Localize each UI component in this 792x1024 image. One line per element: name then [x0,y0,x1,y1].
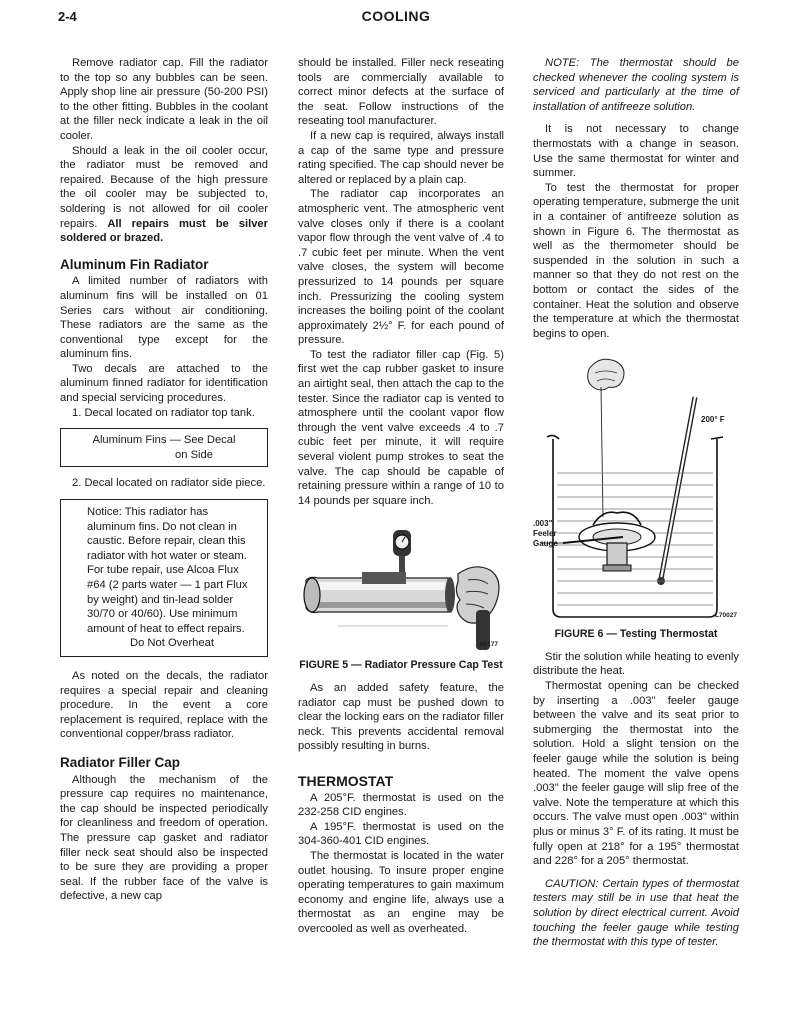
aluminum-fin-intro-paragraph: A limited number of radiators with aluminum fins will be installed on 01 Series cars without air conditioning. These radiators are the same as the conventional type except for the aluminum fins. [60,275,268,361]
figure-5-pressure-cap-test [298,522,504,654]
thermostat-test-illustration [533,347,739,623]
thermostat-195-paragraph: A 195°F. thermostat is used on the 304-360-401 CID engines. [298,820,504,848]
column-left [60,56,268,904]
do-not-overheat-text: Do Not Overheat [130,637,214,650]
oil-cooler-repair-text: Should a leak in the oil cooler occur, the radiator must be removed and repaired. Because of the high pressure the oil cooler may be subjected to, soldering is not allowed for oil cooler repairs. [60,144,268,230]
decal-top-tank-line1: Aluminum Fins — See Decal [92,434,236,447]
reseating-paragraph: should be installed. Filler neck reseating tools are commercially available to correct minor defects at the surface of the seat. Follow instructions of the reseating tool manufacturer. [298,57,504,128]
feeler-gauge-word-1: Feeler [533,529,557,539]
decal-side-notice-box [60,499,268,657]
seasonal-thermostat-paragraph: It is not necessary to change thermostats with a change in season. Use the same thermostat for winter and summer. [533,123,739,180]
feeler-gauge-check-paragraph: Thermostat opening can be checked by inserting a .003" feeler gauge between the valve and its seat prior to submerging the thermostat into the solution. Hold a slight tension on the feeler gauge while the solution is being heated. The moment the valve opens .003" the feeler gauge will slip free of the valve. Note the temperature at which this occurs. The valve must open .003" within plus or minus 3° F. of its rating. It must be fully open at 218° for a 195° thermostat and 228° for a 205° thermostat. [533,680,739,868]
column-right [533,56,739,950]
feeler-gauge-word-2: Gauge [533,539,558,549]
figure-6-caption: FIGURE 6 — Testing Thermostat [554,628,718,641]
decal-side-notice-text: Notice: This radiator has aluminum fins. Do not clean in caustic. Before repair, clean this radiator with hot water or steam. For tube repair, use Alcoa Flux #64 (2 parts water — 1 part Flux by weight) and tin-lead solder 30/70 or 40/60). Use minimum amount of heat to effect repairs. [87,506,248,635]
thermostat-location-paragraph: The thermostat is located in the water outlet housing. To insure proper engine operating temperatures to gain maximum economy and engine life, always use a thermostat as an engine may be overcooled as well as overheated. [298,849,504,935]
oil-cooler-repair-paragraph [60,144,268,246]
figure-5-id: 66177 [479,640,498,648]
decal-top-tank-line2: on Side [175,448,213,461]
heading-aluminum-fin-radiator: Aluminum Fin Radiator [60,256,209,272]
thermostat-test-paragraph: To test the thermostat for proper operating temperature, submerge the unit in a container of antifreeze solution as shown in Figure 6. The thermostat as well as the thermometer should be suspended in the solution in such a manner so that they do not rest on the bottom or contact the sides of the container. Heat the solution and observe the temperature at which the thermostat begins to open. [533,181,739,340]
safety-feature-paragraph: As an added safety feature, the radiator cap must be pushed down to clear the locking ears on the radiator filler neck. This prevents accidental removal possibly resulting in burns. [298,682,504,753]
filler-cap-paragraph: Although the mechanism of the pressure cap requires no maintenance, the cap should be inspected periodically for cleanliness and freedom of operation. The pressure cap gasket and radiator filler neck seat should also be inspected to be sure they are providing a proper seal. If the rubber face of the valve is defective, a new cap [60,773,268,903]
decal-2-location: 2. Decal located on radiator side piece. [72,477,266,490]
oil-cooler-test-paragraph: Remove radiator cap. Fill the radiator to the top so any bubbles can be seen. Apply shop line air pressure (50-200 PSI) to the other fitting. Bubbles in the coolant at the filler neck indicate a leak in the oil cooler. [60,57,268,142]
thermostat-205-paragraph: A 205°F. thermostat is used on the 232-258 CID engines. [298,791,504,819]
figure-6-testing-thermostat [533,347,739,623]
cap-test-paragraph: To test the radiator filler cap (Fig. 5) first wet the cap rubber gasket to insure an airtight seal, then attach the cap to the tester. Since the radiator cap is vented to atmosphere until the coolant vapor flow through the vent valve exceeds .4 to .7 cubic feet per minute, it will require several violent pump strokes to seat the valve. The cap should be capable of retaining pressure within a range of 10 to 14 pounds per square inch. [298,348,504,507]
silver-solder-warning: All repairs must be silver soldered or brazed. [60,217,268,245]
atmospheric-vent-paragraph: The radiator cap incorporates an atmospheric vent. The atmospheric vent valve closes only if there is a coolant vapor flow through the vent valve of .4 to .7 cubic feet per minute. When the vent valve closes, the system will become pressurized to 14 pounds per square inch. Pressurizing the cooling system increases the boiling point of the coolant approximately 2½° F. for each pound of pressure. [298,188,504,347]
pressure-tester-illustration [298,522,504,654]
decals-paragraph: Two decals are attached to the aluminum finned radiator for identification and special servicing procedures. [60,362,268,405]
section-title: COOLING [361,8,431,24]
figure-5-caption: FIGURE 5 — Radiator Pressure Cap Test [299,659,503,672]
stir-solution-paragraph: Stir the solution while heating to evenly distribute the heat. [533,650,739,678]
repair-procedure-paragraph: As noted on the decals, the radiator requires a special repair and cleaning procedure. In the event a core replacement is required, replace with the conventional copper/brass radiator. [60,669,268,741]
heading-thermostat: THERMOSTAT [298,772,394,789]
figure-6-id: L70027 [714,611,737,619]
fig-6-feeler-gauge-label [533,519,558,549]
page-number: 2-4 [58,9,77,24]
feeler-gauge-size: .003" [533,519,553,529]
heading-radiator-filler-cap: Radiator Filler Cap [60,754,181,770]
caution-paragraph: CAUTION: Certain types of thermostat testers may still be in use that heat the solution by direct electrical current. Avoid touching the feeler gauge while testing the thermostat with this type of tester. [533,877,739,949]
thermostat-note: NOTE: The thermostat should be checked whenever the cooling system is serviced and particularly at the time of installation of antifreeze solution. [533,57,739,113]
fig-6-temperature-label: 200° F [701,415,725,425]
column-middle [298,56,504,937]
new-cap-paragraph: If a new cap is required, always install a cap of the same type and pressure rating specified. The cap should never be altered or replaced by a plain cap. [298,129,504,186]
decal-top-tank-box [60,428,268,467]
decal-1-location: 1. Decal located on radiator top tank. [72,406,255,419]
